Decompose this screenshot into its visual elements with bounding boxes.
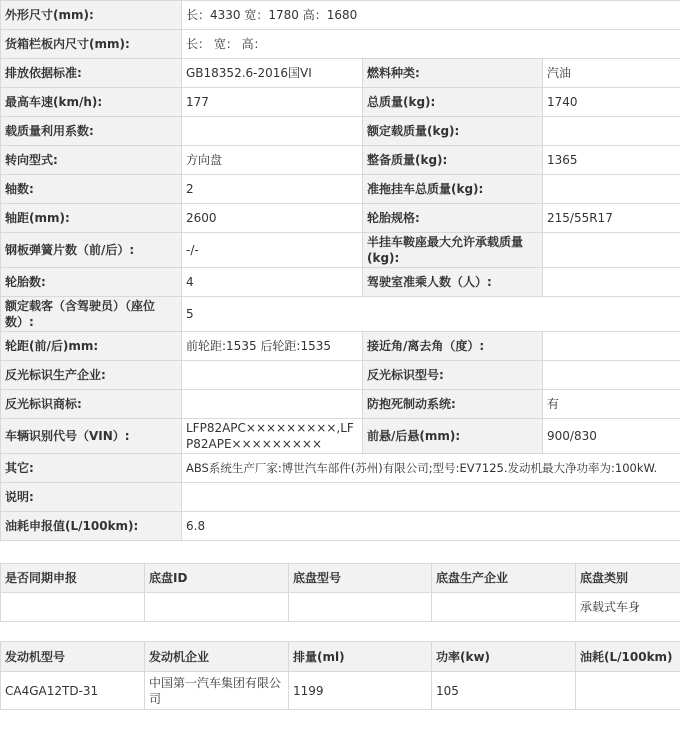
vin-value: LFP82APC×××××××××,LFP82APE××××××××× [182, 419, 363, 454]
emission-label: 排放依据标准: [1, 59, 182, 88]
outer-size-value: 长：4330 宽：1780 高：1680 [182, 1, 680, 30]
cab-passengers-value [543, 268, 680, 297]
track-label: 轮距(前/后)mm: [1, 332, 182, 361]
tire-count-label: 轮胎数: [1, 268, 182, 297]
chassis-cell: 承载式车身 [576, 593, 680, 622]
max-speed-label: 最高车速(km/h): [1, 88, 182, 117]
engine-cell: CA4GA12TD-31 [1, 672, 145, 710]
reflector-maker-value [182, 361, 363, 390]
approach-label: 接近角/离去角（度）: [363, 332, 543, 361]
chassis-table [0, 563, 680, 622]
engine-header-cell: 油耗(L/100km) [576, 642, 680, 672]
other-value: ABS系统生产厂家:博世汽车部件(苏州)有限公司;型号:EV7125.发动机最大净功率为:100kW. [182, 454, 680, 483]
trailer-mass-value [543, 175, 680, 204]
chassis-cell [145, 593, 289, 622]
chassis-header-row [1, 564, 680, 593]
section-spacer [0, 541, 680, 563]
semitrailer-value [543, 233, 680, 268]
engine-data-row [1, 672, 680, 710]
fuel-value: 汽油 [543, 59, 680, 88]
rated-load-label: 额定载质量(kg): [363, 117, 543, 146]
reflector-brand-value [182, 390, 363, 419]
total-mass-value: 1740 [543, 88, 680, 117]
other-label: 其它: [1, 454, 182, 483]
engine-cell: 中国第一汽车集团有限公司 [145, 672, 289, 710]
chassis-header-cell: 底盘生产企业 [432, 564, 576, 593]
wheelbase-value: 2600 [182, 204, 363, 233]
chassis-header-cell: 是否同期申报 [1, 564, 145, 593]
semitrailer-label: 半挂车鞍座最大允许承载质量(kg): [363, 233, 543, 268]
overhang-value: 900/830 [543, 419, 680, 454]
note-value [182, 483, 680, 512]
max-speed-value: 177 [182, 88, 363, 117]
fuel-label: 燃料种类: [363, 59, 543, 88]
fuel-consumption-label: 油耗申报值(L/100km): [1, 512, 182, 541]
approach-value [543, 332, 680, 361]
section-spacer [0, 622, 680, 641]
note-label: 说明: [1, 483, 182, 512]
axles-label: 轴数: [1, 175, 182, 204]
cargo-size-value: 长： 宽： 高： [182, 30, 680, 59]
tire-label: 轮胎规格: [363, 204, 543, 233]
steering-label: 转向型式: [1, 146, 182, 175]
curb-mass-label: 整备质量(kg): [363, 146, 543, 175]
seats-value: 5 [182, 297, 680, 332]
tire-value: 215/55R17 [543, 204, 680, 233]
vin-label: 车辆识别代号（VIN）: [1, 419, 182, 454]
wheelbase-label: 轴距(mm): [1, 204, 182, 233]
load-util-label: 载质量利用系数: [1, 117, 182, 146]
abs-value: 有 [543, 390, 680, 419]
abs-label: 防抱死制动系统: [363, 390, 543, 419]
engine-cell [576, 672, 680, 710]
engine-header-cell: 发动机型号 [1, 642, 145, 672]
trailer-mass-label: 准拖挂车总质量(kg): [363, 175, 543, 204]
load-util-value [182, 117, 363, 146]
engine-table [0, 641, 680, 710]
overhang-label: 前悬/后悬(mm): [363, 419, 543, 454]
seats-label: 额定载客（含驾驶员）（座位数）: [1, 297, 182, 332]
emission-value: GB18352.6-2016国VI [182, 59, 363, 88]
chassis-cell [289, 593, 432, 622]
reflector-model-label: 反光标识型号: [363, 361, 543, 390]
engine-header-cell: 功率(kw) [432, 642, 576, 672]
engine-cell: 1199 [289, 672, 432, 710]
chassis-data-row [1, 593, 680, 622]
outer-size-label: 外形尺寸(mm): [1, 1, 182, 30]
axles-value: 2 [182, 175, 363, 204]
reflector-brand-label: 反光标识商标: [1, 390, 182, 419]
engine-header-cell: 发动机企业 [145, 642, 289, 672]
fuel-consumption-value: 6.8 [182, 512, 680, 541]
curb-mass-value: 1365 [543, 146, 680, 175]
chassis-cell [432, 593, 576, 622]
steering-value: 方向盘 [182, 146, 363, 175]
chassis-header-cell: 底盘类别 [576, 564, 680, 593]
chassis-header-cell: 底盘型号 [289, 564, 432, 593]
engine-cell: 105 [432, 672, 576, 710]
chassis-cell [1, 593, 145, 622]
cab-passengers-label: 驾驶室准乘人数（人）: [363, 268, 543, 297]
total-mass-label: 总质量(kg): [363, 88, 543, 117]
engine-header-cell: 排量(ml) [289, 642, 432, 672]
reflector-model-value [543, 361, 680, 390]
engine-header-row [1, 642, 680, 672]
rated-load-value [543, 117, 680, 146]
reflector-maker-label: 反光标识生产企业: [1, 361, 182, 390]
chassis-header-cell: 底盘ID [145, 564, 289, 593]
tire-count-value: 4 [182, 268, 363, 297]
track-value: 前轮距:1535 后轮距:1535 [182, 332, 363, 361]
cargo-size-label: 货箱栏板内尺寸(mm): [1, 30, 182, 59]
leaf-spring-label: 钢板弹簧片数（前/后）: [1, 233, 182, 268]
leaf-spring-value: -/- [182, 233, 363, 268]
